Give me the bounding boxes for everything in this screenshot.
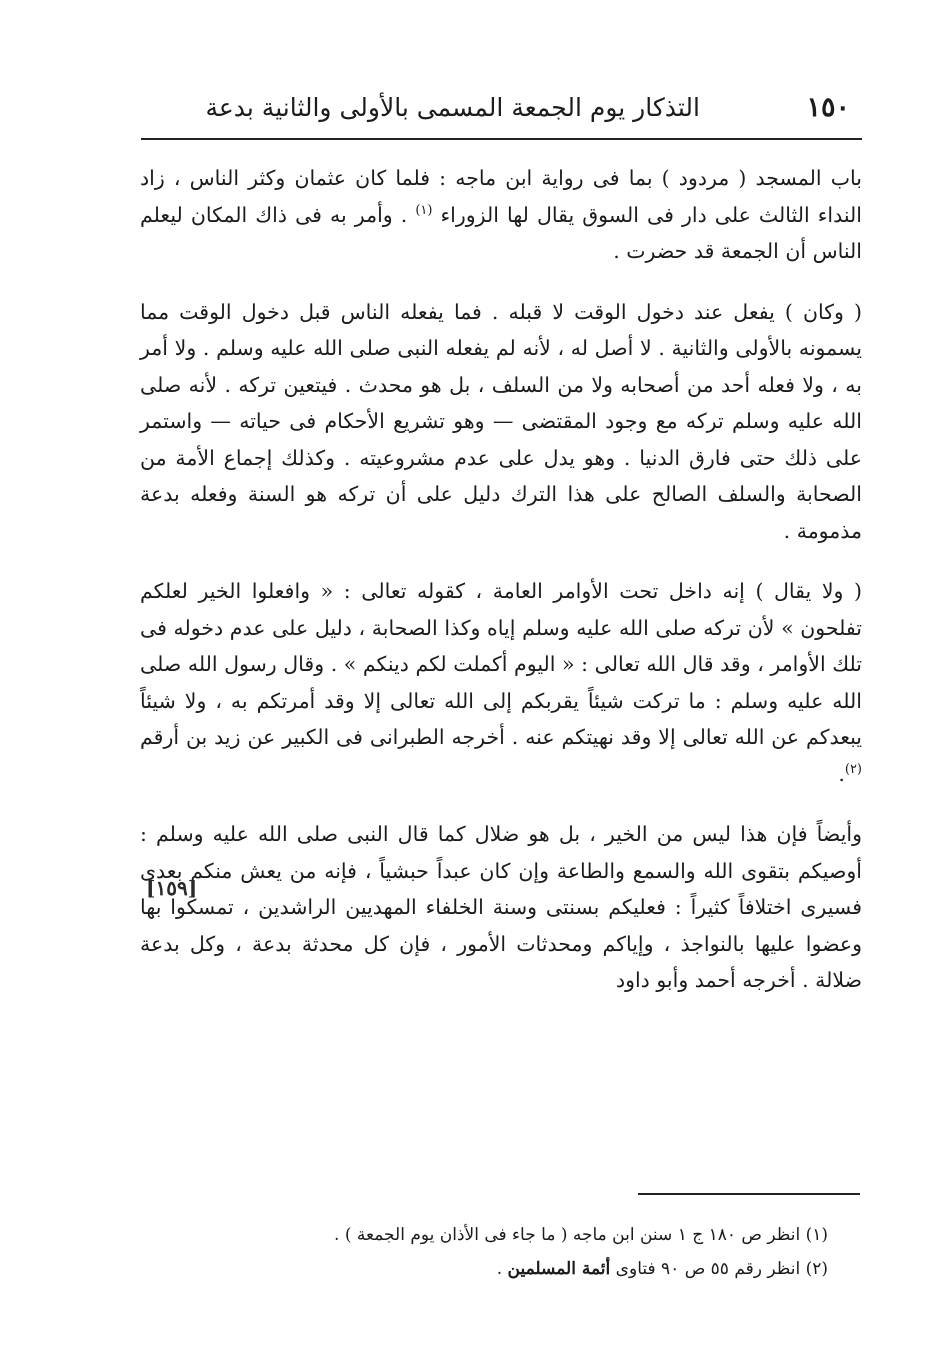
main-text xyxy=(140,160,862,999)
paragraph-4: وأيضاً فإن هذا ليس من الخير ، بل هو ضلال كما قال النبى صلى الله عليه وسلم : أوصيكم بتقوى الله والسمع والطاعة وإن كان عبداً حبشياً ، فإنه من يعش منكم بعدى فسيرى اختلافاً كثيراً : فعليكم بسنتى وسنة الخلفاء المهديين الراشدين ، تمسكوا بها وعضوا عليها بالنواجذ ، وإياكم ومحدثات الأمور ، فإن كل محدثة بدعة ، وكل بدعة ضلالة . أخرجه أحمد وأبو داود xyxy=(140,822,862,992)
header-rule xyxy=(141,138,862,140)
paragraph-3 xyxy=(140,573,862,792)
footnote-2-emphasis: أئمة المسلمين xyxy=(507,1259,611,1279)
footnotes xyxy=(200,1218,828,1286)
page-header xyxy=(205,88,850,128)
footnote-rule xyxy=(638,1193,860,1195)
paragraph-1 xyxy=(140,160,862,270)
paragraph-3-text-end: . xyxy=(838,761,845,786)
paragraph-2: ( وكان ) يفعل عند دخول الوقت لا قبله . فما يفعله الناس قبل دخول الوقت مما يسمونه بالأولى والثانية . لا أصل له ، لأنه لم يفعله النبى صلى الله عليه وسلم . ولا أمر به ، ولا فعله أحد من أصحابه ولا من السلف ، بل هو محدث . فيتعين تركه . لأنه صلى الله عليه وسلم تركه مع وجود المقتضى — وهو تشريع الأحكام فى حياته — واستمر على ذلك حتى فارق الدنيا . وهو يدل على عدم مشروعيته . وكذلك إجماع الأمة من الصحابة والسلف الصالح على هذا الترك دليل على أن تركه هو السنة وفعله بدعة مذمومة . xyxy=(140,299,862,543)
footnote-2 xyxy=(200,1252,828,1286)
footnote-2-text: (٢) انظر رقم ٥٥ ص ٩٠ فتاوى xyxy=(615,1259,828,1279)
original-page-marker: [١٥٩] xyxy=(146,876,198,900)
footnote-1: (١) انظر ص ١٨٠ ج ١ سنن ابن ماجه ( ما جاء فى الأذان يوم الجمعة ) . xyxy=(334,1225,828,1245)
footnote-ref-1: (١) xyxy=(415,202,433,218)
paragraph-3-text: ( ولا يقال ) إنه داخل تحت الأوامر العامة ، كقوله تعالى : « وافعلوا الخير لعلكم تفلحون » لأن تركه صلى الله عليه وسلم إياه وكذا الصحابة ، دليل على عدم دخوله فى تلك الأوامر ، وقد قال الله تعالى : « اليوم أكملت لكم دينكم » . وقال رسول الله صلى الله عليه وسلم : ما تركت شيئاً يقربكم إلى الله تعالى إلا وقد أمرتكم به ، ولا شيئاً يبعدكم عن الله تعالى إلا وقد نهيتكم عنه . أخرجه الطبرانى فى الكبير عن زيد بن أرقم xyxy=(140,579,862,749)
footnote-2-end: . xyxy=(496,1259,503,1279)
running-title: التذكار يوم الجمعة المسمى بالأولى والثانية بدعة xyxy=(205,93,700,122)
paragraph-1-text: باب المسجد ( مردود ) بما فى رواية ابن ماجه : فلما كان عثمان وكثر الناس ، زاد النداء الثالث على دار فى السوق يقال لها الزوراء xyxy=(140,166,862,227)
footnote-ref-2: (٢) xyxy=(844,761,862,777)
paragraph-1-text-end: . وأمر به فى ذاك المكان ليعلم الناس أن الجمعة قد حضرت . xyxy=(140,202,862,263)
page-number: ١٥٠ xyxy=(806,92,850,123)
